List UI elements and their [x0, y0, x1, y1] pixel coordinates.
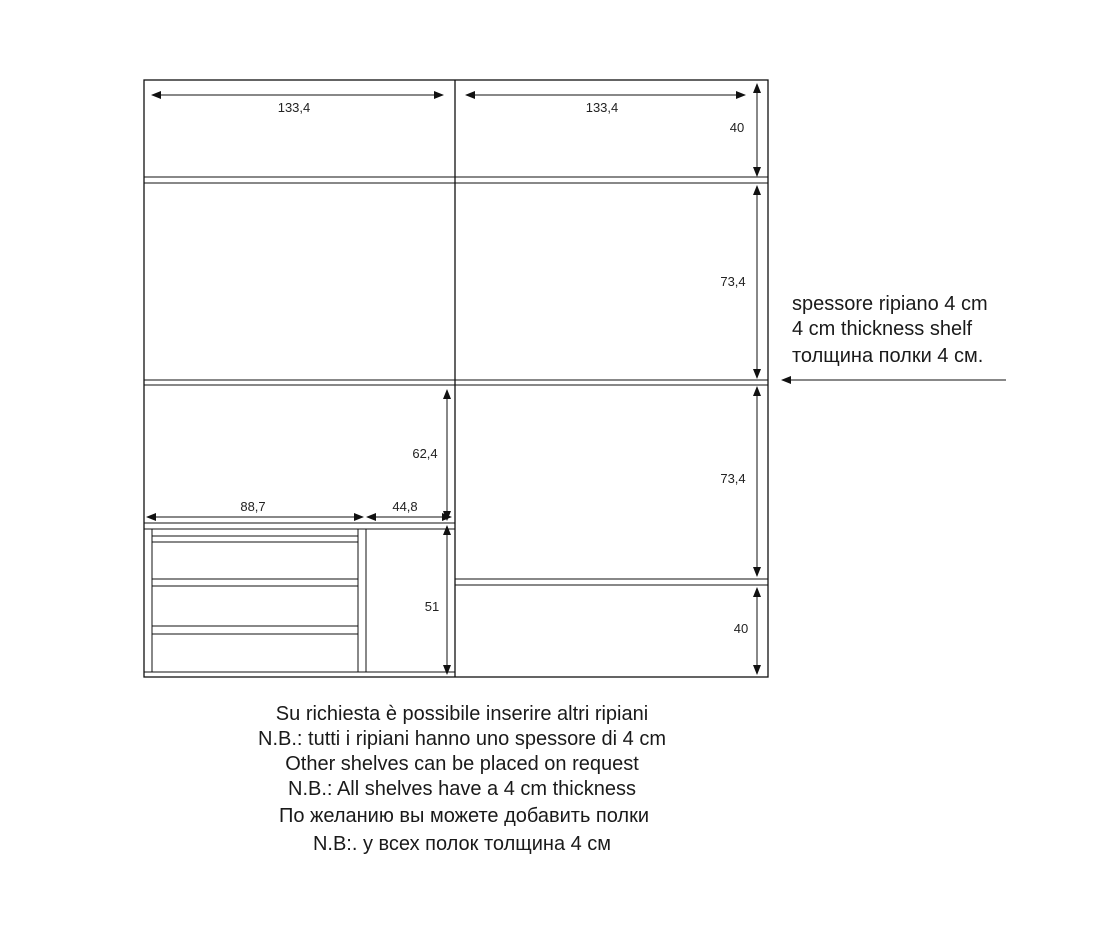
- footer-note-5: По желанию вы можете добавить полки: [278, 805, 650, 827]
- label-mid-height-upper: 73,4: [720, 274, 746, 289]
- outer-frame: [144, 80, 768, 677]
- drawer-2: [152, 579, 358, 586]
- label-top-left-width: 133,4: [277, 100, 311, 115]
- shelf-left-lower: [144, 523, 455, 529]
- footer-note-1: Su richiesta è possibile inserire altri ripiani: [275, 703, 649, 725]
- label-bottom-right-height: 40: [733, 621, 749, 636]
- shelf-note-italian: spessore ripiano 4 cm: [792, 293, 988, 315]
- label-top-height: 40: [729, 120, 745, 135]
- drawer-1: [152, 536, 358, 542]
- label-left-compartment-height: 62,4: [412, 446, 438, 461]
- shelf-right-lower: [455, 579, 768, 585]
- shelf-middle: [144, 380, 768, 385]
- label-drawer-width: 88,7: [240, 499, 266, 514]
- drawer-3: [152, 626, 358, 634]
- label-mid-height-lower: 73,4: [720, 471, 746, 486]
- shelf-note-russian: толщина полки 4 см.: [792, 345, 984, 367]
- label-drawer-height: 51: [424, 599, 440, 614]
- drawer-unit: [144, 529, 455, 672]
- footer-note-6: N.B:. у всех полок толщина 4 см: [312, 833, 612, 855]
- label-side-width: 44,8: [392, 499, 418, 514]
- footer-note-2: N.B.: tutti i ripiani hanno uno spessore di 4 cm: [258, 728, 666, 750]
- label-top-right-width: 133,4: [585, 100, 619, 115]
- shelf-top: [144, 177, 768, 183]
- footer-note-4: N.B.: All shelves have a 4 cm thickness: [288, 778, 636, 800]
- footer-note-3: Other shelves can be placed on request: [285, 753, 639, 775]
- shelf-note-english: 4 cm thickness shelf: [792, 318, 973, 340]
